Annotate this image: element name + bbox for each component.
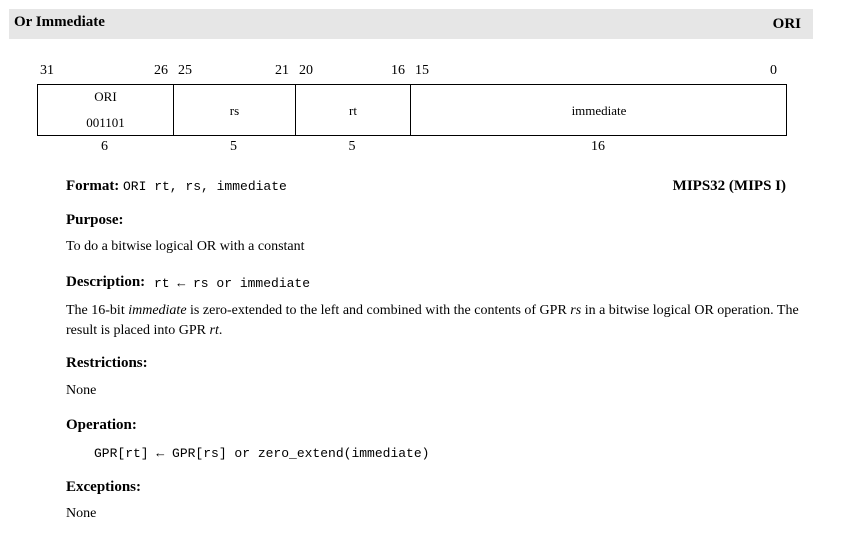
bit-position: 15 — [415, 63, 429, 78]
restrictions-heading: Restrictions: — [66, 355, 148, 371]
bit-position: 21 — [275, 63, 289, 78]
opcode-field — [38, 85, 173, 135]
purpose-heading: Purpose: — [66, 212, 124, 228]
format-syntax: ORI rt, rs, immediate — [123, 179, 287, 194]
rs-field — [173, 85, 295, 135]
exceptions-heading: Exceptions: — [66, 479, 141, 495]
bit-position: 16 — [391, 63, 405, 78]
opcode-value: 001101 — [86, 115, 125, 130]
rt-field-label: rt — [349, 103, 357, 118]
immediate-field — [410, 85, 787, 135]
description-text: The 16-bit immediate is zero-extended to the left and combined with the contents of GPR rs in a bitwise logical OR operation. The result is placed into GPR rt. — [66, 303, 799, 338]
description-heading: Description: — [66, 274, 146, 290]
opcode-name: ORI — [94, 89, 117, 104]
field-width: 5 — [230, 139, 237, 154]
architecture-label: MIPS32 (MIPS I) — [672, 178, 786, 194]
operation-code: GPR[rt] ← GPR[rs] or zero_extend(immediate) — [94, 446, 430, 461]
immediate-field-label: immediate — [571, 103, 627, 118]
encoding-diagram — [37, 84, 787, 136]
field-width: 5 — [348, 139, 356, 154]
exceptions-text: None — [66, 506, 97, 521]
purpose-text: To do a bitwise logical OR with a constant — [66, 239, 305, 254]
operation-heading: Operation: — [66, 417, 137, 433]
bit-position: 0 — [770, 63, 777, 78]
rt-field — [295, 85, 410, 135]
restrictions-text: None — [66, 383, 97, 398]
bit-position: 26 — [154, 63, 168, 78]
format-label: Format: — [66, 178, 120, 194]
bit-position: 31 — [40, 63, 54, 78]
rs-field-label: rs — [229, 103, 240, 118]
bit-position: 25 — [178, 63, 192, 78]
field-width: 16 — [591, 139, 605, 154]
instruction-title: Or Immediate — [14, 14, 105, 30]
description-code: rt ← rs or immediate — [154, 276, 311, 291]
instruction-mnemonic: ORI — [772, 16, 801, 32]
instruction-header — [9, 9, 813, 39]
field-width: 6 — [101, 139, 108, 154]
bit-position: 20 — [299, 63, 313, 78]
